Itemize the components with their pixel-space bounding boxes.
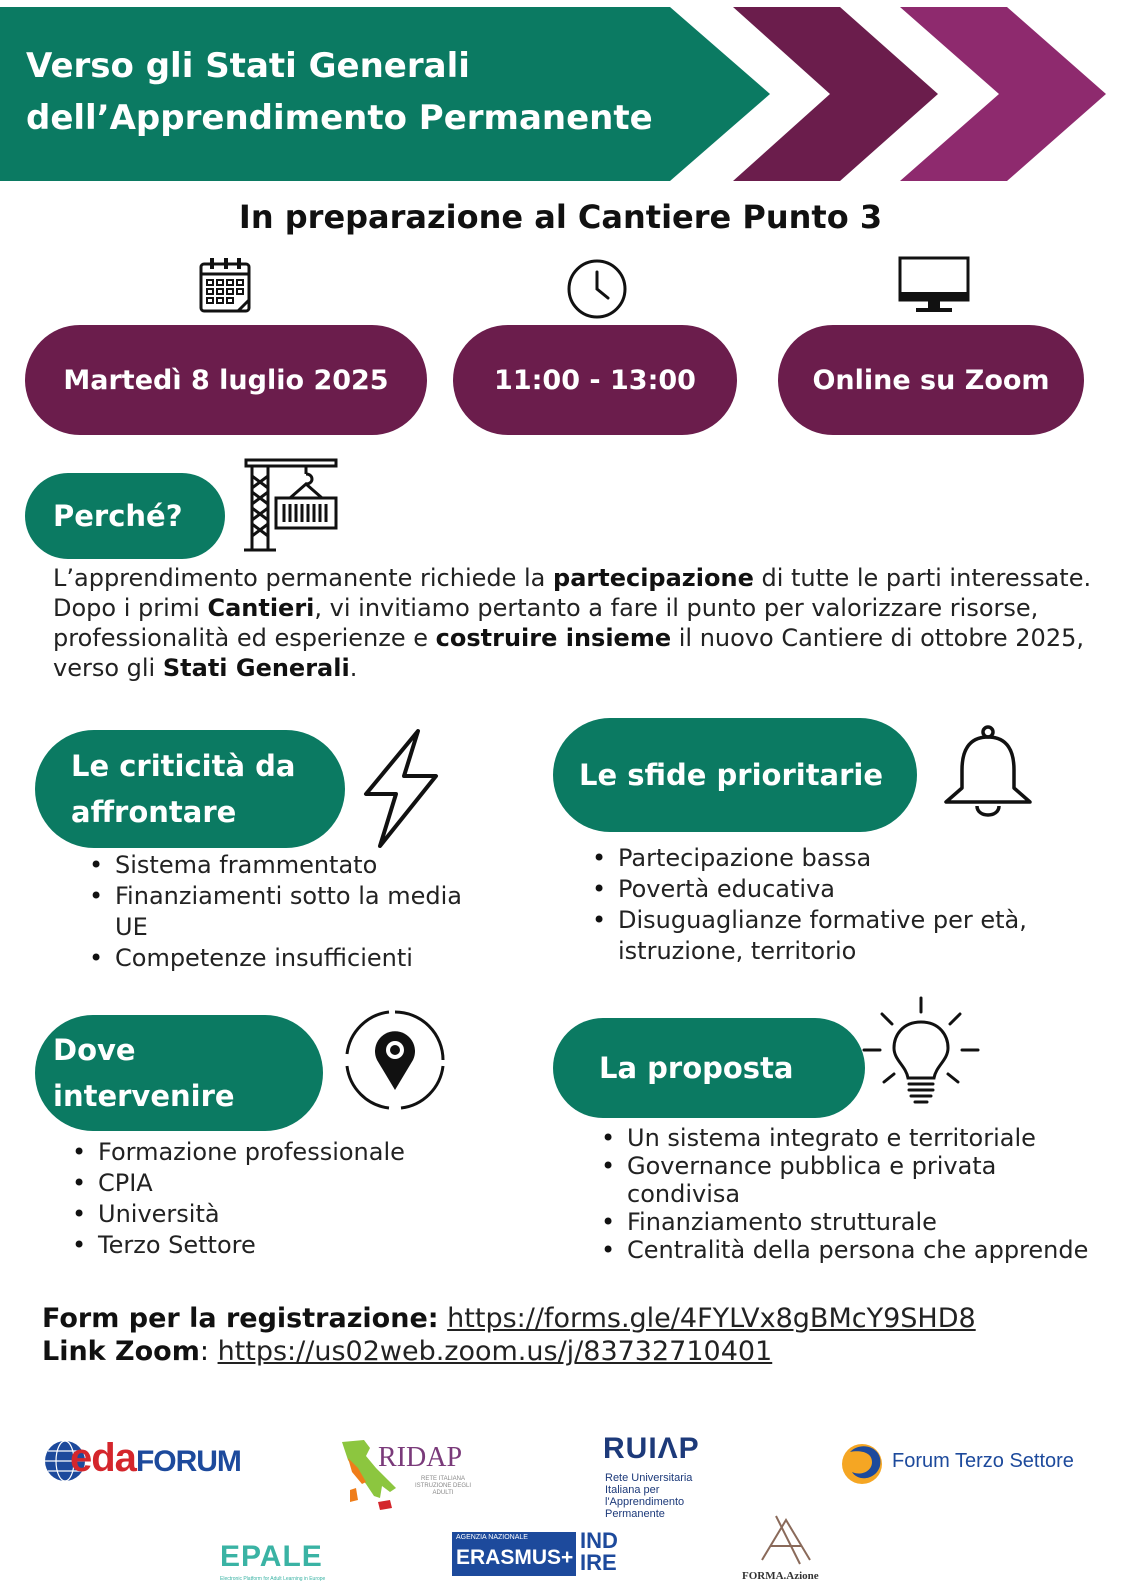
- why-text-4: il nuovo Cantiere di ottobre 2025, verso gli: [53, 624, 1084, 682]
- dove-heading-pill: [35, 1015, 323, 1131]
- list-item: • Povertà educativa: [588, 874, 1048, 905]
- ruiap-subtitle: [605, 1472, 692, 1520]
- lightning-icon: [362, 728, 440, 850]
- why-bold-4: Stati Generali: [162, 654, 350, 682]
- dove-title-line1: Dove: [53, 1033, 136, 1067]
- zoom-line: [42, 1335, 1102, 1368]
- ridap-wordmark: RIDAP: [378, 1442, 463, 1473]
- proposta-heading-pill: La proposta: [553, 1018, 865, 1118]
- forma-azione-mark-icon: [756, 1514, 816, 1566]
- zoom-link[interactable]: https://us02web.zoom.us/j/83732710401: [217, 1336, 773, 1367]
- list-item: • Partecipazione bassa: [588, 843, 1048, 874]
- clock-icon: [566, 258, 628, 320]
- list-item: • Finanziamento strutturale: [597, 1208, 1117, 1236]
- why-text-5: .: [349, 654, 358, 682]
- event-time-pill: 11:00 - 13:00: [453, 325, 737, 435]
- ruiap-sub-line: Permanente: [605, 1508, 665, 1520]
- list-item: • Centralità della persona che apprende: [597, 1236, 1117, 1264]
- criticita-title-line2: affrontare: [71, 795, 237, 829]
- epale-wordmark: EPALE: [220, 1540, 323, 1573]
- form-link[interactable]: https://forms.gle/4FYLVx8gBMcY9SHD8: [447, 1303, 976, 1334]
- forum-terzo-wordmark: Forum Terzo Settore: [892, 1450, 1074, 1472]
- why-text-1: L’apprendimento permanente richiede la: [53, 564, 554, 592]
- ruiap-wordmark: RUIΛP: [603, 1432, 700, 1465]
- why-bold-2: Cantieri: [207, 594, 315, 622]
- ruiap-sub-line: Italiana per: [605, 1484, 660, 1496]
- list-item: • Un sistema integrato e territoriale: [597, 1124, 1117, 1152]
- ridap-logo: [336, 1438, 476, 1518]
- lightbulb-icon: [862, 996, 980, 1108]
- indire-line: IND: [580, 1528, 618, 1553]
- why-bold-1: partecipazione: [553, 564, 754, 592]
- proposta-list: [597, 1124, 1117, 1264]
- edaforum-da: da: [91, 1436, 136, 1480]
- event-place-pill: Online su Zoom: [778, 325, 1084, 435]
- form-label: Form per la registrazione:: [42, 1303, 439, 1334]
- epale-subtitle: Electronic Platform for Adult Learning in Europe: [220, 1576, 326, 1582]
- criticita-heading-pill: [35, 730, 345, 848]
- monitor-icon: [898, 256, 970, 316]
- banner-title-line1: Verso gli Stati Generali: [26, 46, 470, 86]
- why-bold-3: costruire insieme: [435, 624, 672, 652]
- edaforum-wordmark: [70, 1436, 241, 1481]
- ruiap-sub-line: l'Apprendimento: [605, 1496, 685, 1508]
- list-item: • Finanziamenti sotto la media UE: [85, 881, 485, 943]
- sfide-list: [588, 843, 1048, 967]
- zoom-colon: :: [199, 1336, 209, 1367]
- edaforum-e: e: [70, 1436, 92, 1480]
- criticita-title-line1: Le criticità da: [71, 749, 296, 783]
- forum-swirl-icon: [838, 1438, 888, 1488]
- indire-wordmark: [580, 1530, 618, 1574]
- erasmus-wordmark: ERASMUS+: [456, 1546, 574, 1569]
- bell-icon: [942, 724, 1034, 824]
- edaforum-forum: FORUM: [135, 1445, 241, 1478]
- indire-line: IRE: [580, 1550, 617, 1575]
- why-paragraph: [53, 563, 1093, 683]
- forma-azione-wordmark: FORMA.Azione: [742, 1570, 819, 1582]
- header-banner: [0, 0, 1121, 185]
- list-item: • Terzo Settore: [68, 1230, 528, 1261]
- edaforum-logo: [44, 1434, 244, 1490]
- list-item: • Disuguaglianze formative per età, istruzione, territorio: [588, 905, 1048, 967]
- erasmus-top-label: AGENZIA NAZIONALE: [456, 1534, 528, 1541]
- why-text-3: , vi invitiamo pertanto a fare il punto per valorizzare risorse, professionalità ed esperienze e: [53, 594, 1039, 652]
- forma-azione-logo: [742, 1514, 832, 1586]
- event-date-pill: Martedì 8 luglio 2025: [25, 325, 427, 435]
- sfide-heading-pill: Le sfide prioritarie: [553, 718, 917, 832]
- calendar-icon: [198, 256, 254, 314]
- dove-title-line2: intervenire: [53, 1079, 235, 1113]
- zoom-label: Link Zoom: [42, 1336, 200, 1367]
- list-item: • Competenze insufficienti: [85, 943, 485, 974]
- ruiap-logo: [603, 1432, 723, 1522]
- list-item: • CPIA: [68, 1168, 528, 1199]
- list-item: • Università: [68, 1199, 528, 1230]
- dove-list: [68, 1137, 528, 1261]
- crane-icon: [240, 458, 340, 554]
- list-item: • Governance pubblica e privata condivisa: [597, 1152, 1017, 1208]
- erasmus-box: [452, 1532, 576, 1576]
- list-item: • Sistema frammentato: [85, 850, 485, 881]
- forum-terzo-settore-logo: [838, 1436, 1098, 1492]
- registration-links: [42, 1302, 1102, 1368]
- subtitle: In preparazione al Cantiere Punto 3: [238, 198, 883, 236]
- list-item: • Formazione professionale: [68, 1137, 528, 1168]
- criticita-list: [85, 850, 485, 974]
- banner-title-line2: dell’Apprendimento Permanente: [26, 98, 653, 138]
- epale-logo: [220, 1540, 340, 1590]
- why-text-2: di tutte le parti interessate. Dopo i primi: [53, 564, 1092, 622]
- ridap-subtitle: RETE ITALIANA ISTRUZIONE DEGLI ADULTI: [414, 1476, 471, 1496]
- why-heading-pill: Perché?: [25, 473, 225, 559]
- banner-title: [26, 40, 746, 144]
- location-pin-icon: [343, 1008, 447, 1112]
- form-line: [42, 1302, 1102, 1335]
- ruiap-sub-line: Rete Universitaria: [605, 1472, 693, 1484]
- erasmus-indire-logo: [452, 1528, 622, 1578]
